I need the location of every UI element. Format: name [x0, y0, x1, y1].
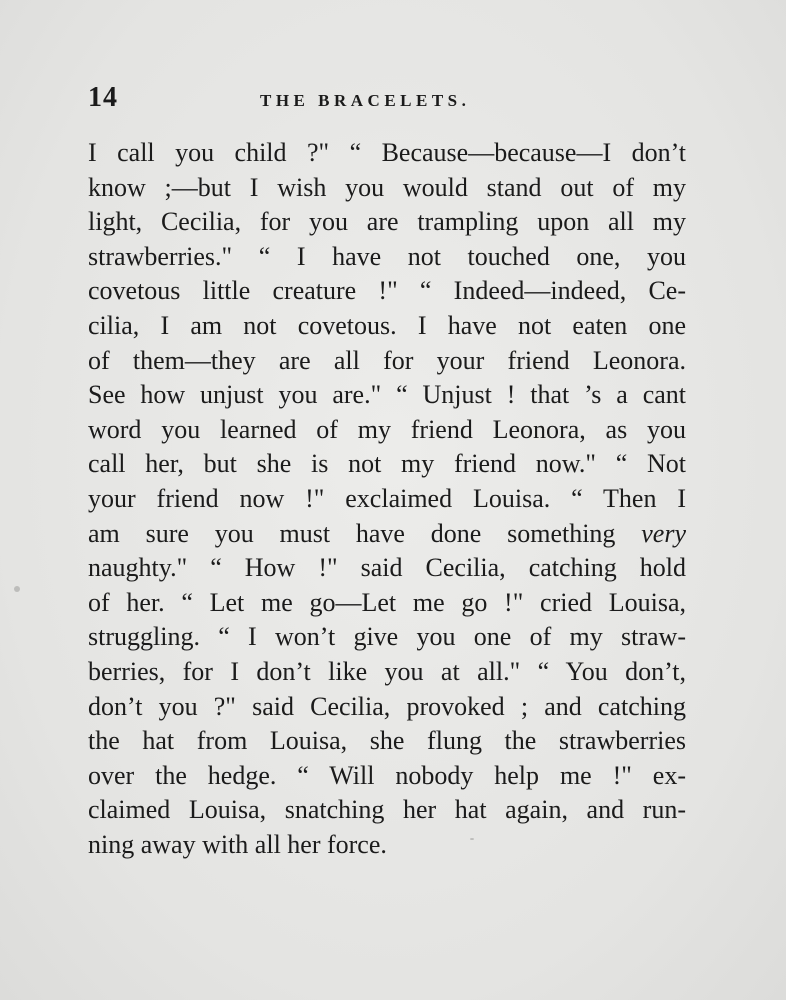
body-text [88, 136, 686, 862]
emphasis-word: very [641, 518, 686, 548]
text-line: covetous little creature !" “ Indeed—indeed, Ce- [88, 276, 686, 306]
paper-speck [14, 586, 20, 592]
text-line: am sure you must have done something very [88, 518, 686, 548]
paper-speck [470, 838, 474, 840]
text-line: word you learned of my friend Leonora, as you [88, 414, 686, 444]
text-line: call her, but she is not my friend now." “ Not [88, 449, 686, 479]
text-line: struggling. “ I won’t give you one of my straw- [88, 622, 686, 652]
text-line: claimed Louisa, snatching her hat again, and run- [88, 795, 686, 825]
page-number: 14 [88, 82, 118, 113]
text-line: naughty." “ How !" said Cecilia, catching hold [88, 553, 686, 583]
text-line-last: ning away with all her force. [88, 829, 387, 859]
text-line: See how unjust you are." “ Unjust ! that ’s a cant [88, 380, 686, 410]
text-line: over the hedge. “ Will nobody help me !" ex- [88, 760, 686, 790]
text-line: the hat from Louisa, she flung the strawberries [88, 726, 686, 756]
text-line: of her. “ Let me go—Let me go !" cried Louisa, [88, 587, 686, 617]
text-line: cilia, I am not covetous. I have not eaten one [88, 310, 686, 340]
running-head [88, 82, 688, 122]
text-line: of them—they are all for your friend Leonora. [88, 345, 686, 375]
text-line: berries, for I don’t like you at all." “ You don’t, [88, 656, 686, 686]
text-line: know ;—but I wish you would stand out of my [88, 172, 686, 202]
text-line: your friend now !" exclaimed Louisa. “ Then I [88, 483, 686, 513]
text-line: I call you child ?" “ Because—because—I don’t [88, 138, 686, 167]
text-line: light, Cecilia, for you are trampling upon all my [88, 207, 686, 237]
text-line: don’t you ?" said Cecilia, provoked ; and catching [88, 691, 686, 721]
running-title: THE BRACELETS. [260, 91, 471, 110]
text-line: strawberries." “ I have not touched one, you [88, 241, 686, 271]
